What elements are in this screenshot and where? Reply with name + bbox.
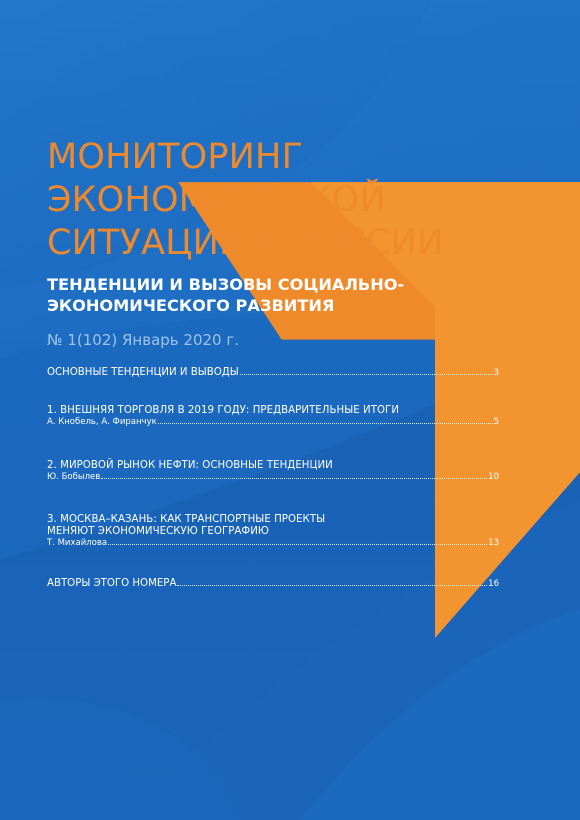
toc-page-number: 3 [493,368,499,378]
toc-entry-foreign-trade[interactable] [47,405,499,428]
toc-entry-main-trends[interactable] [47,367,499,379]
issue-number-date: № 1(102) Январь 2020 г. [47,331,239,349]
title-line-2: ЭКОНОМИЧЕСКОЙ [47,180,386,220]
dot-leader [101,478,487,479]
toc-entry-authors: А. Кнобель, А. Фиранчук [47,417,157,427]
toc-row [47,472,499,483]
toc-entry-title: 2. МИРОВОЙ РЫНОК НЕФТИ: ОСНОВНЫЕ ТЕНДЕНЦИИ [47,460,333,471]
toc-entry-moscow-kazan[interactable] [47,514,499,549]
toc-entry-authors: Т. Михайлова [47,538,108,548]
toc-entry-title: ОСНОВНЫЕ ТЕНДЕНЦИИ И ВЫВОДЫ [47,367,239,378]
toc-row [47,538,499,549]
toc-page-number: 10 [488,472,499,482]
subtitle-line-2: ЭКОНОМИЧЕСКОГО РАЗВИТИЯ [47,296,335,315]
toc-row [47,578,499,590]
toc-entry-title: АВТОРЫ ЭТОГО НОМЕРА [47,578,177,589]
toc-entry-oil-market[interactable] [47,460,499,483]
toc-entry-title-line-1: 3. МОСКВА–КАЗАНЬ: КАК ТРАНСПОРТНЫЕ ПРОЕКТЫ [47,514,326,525]
dot-leader [177,585,487,586]
title-line-3: СИТУАЦИИ В РОССИИ [47,223,444,263]
toc-entry-title: 1. ВНЕШНЯЯ ТОРГОВЛЯ В 2019 ГОДУ: ПРЕДВАРИТЕЛЬНЫЕ ИТОГИ [47,405,399,416]
subtitle-line-1: ТЕНДЕНЦИИ И ВЫЗОВЫ СОЦИАЛЬНО- [47,275,405,294]
toc-row [47,367,499,379]
toc-page-number: 13 [488,538,499,548]
dot-leader [158,423,493,424]
toc-page-number: 16 [488,579,499,589]
dot-leader [240,374,493,375]
title-line-1: МОНИТОРИНГ [47,137,304,177]
toc-entry-authors-of-issue[interactable] [47,578,499,590]
dot-leader [108,544,487,545]
toc-row [47,417,499,428]
toc-page-number: 5 [493,417,499,427]
toc-entry-authors: Ю. Бобылев [47,472,101,482]
toc-entry-title-line-2: МЕНЯЮТ ЭКОНОМИЧЕСКУЮ ГЕОГРАФИЮ [47,526,269,537]
